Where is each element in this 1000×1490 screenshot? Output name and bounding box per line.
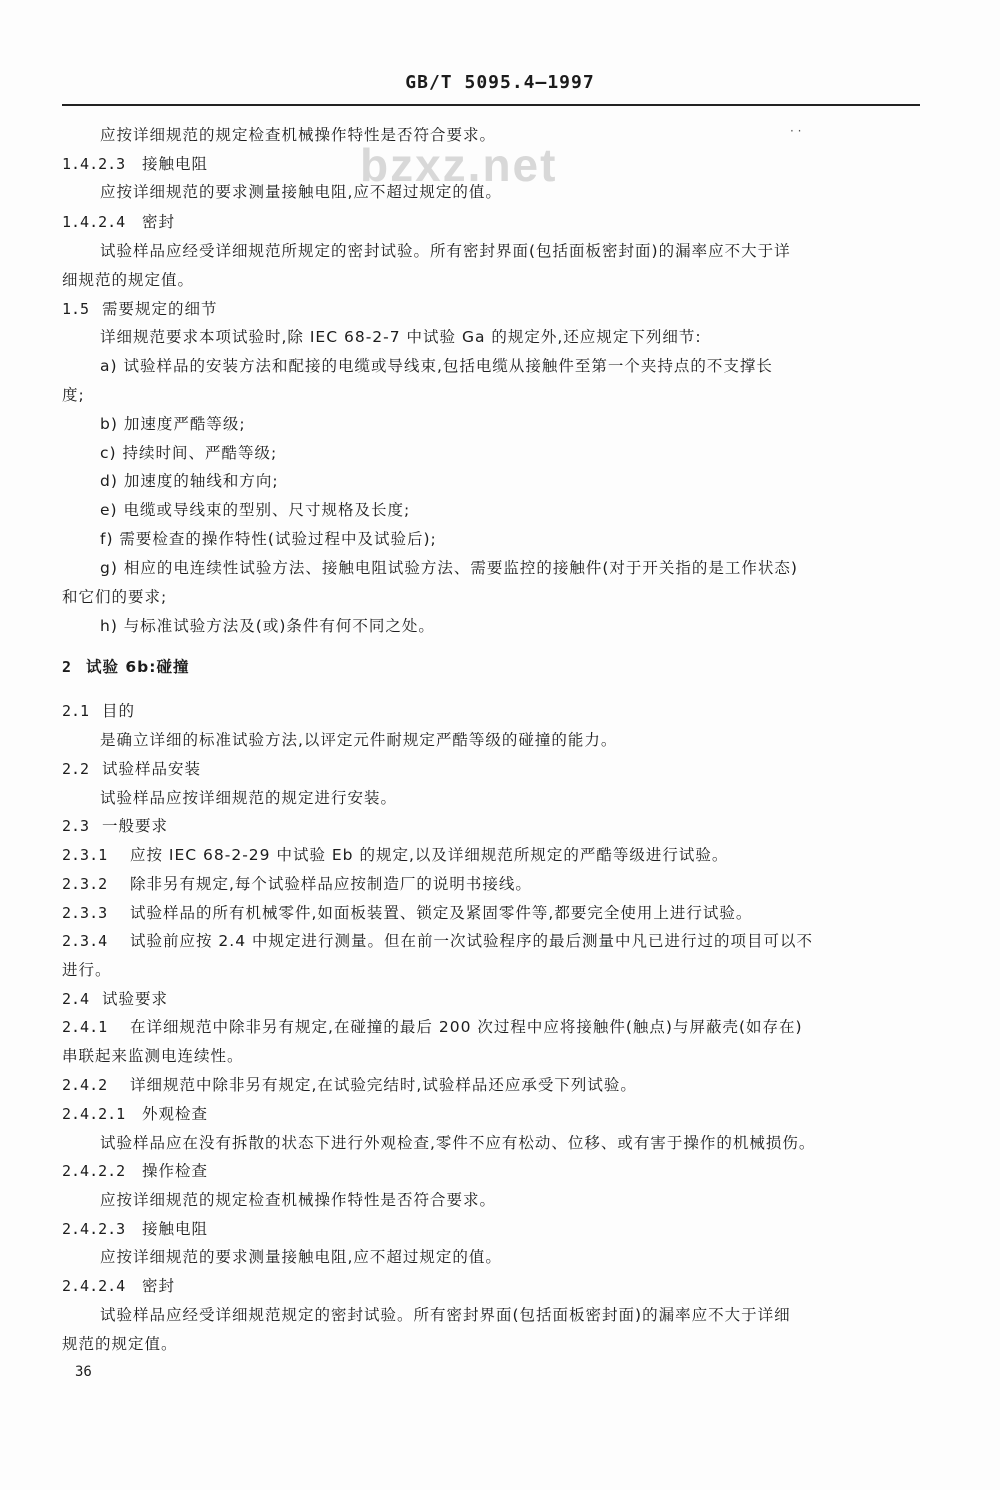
section-heading: 2.4 试验要求	[62, 990, 169, 1008]
list-item: h) 与标准试验方法及(或)条件有何不同之处。	[100, 617, 435, 635]
text-line: 应按详细规范的要求测量接触电阻,应不超过规定的值。	[100, 183, 502, 201]
text-line: 应按详细规范的规定检查机械操作特性是否符合要求。	[100, 1191, 497, 1209]
page-number: 36	[75, 1364, 92, 1380]
section-heading: 1.5 需要规定的细节	[62, 300, 218, 318]
list-item: f) 需要检查的操作特性(试验过程中及试验后);	[100, 530, 437, 548]
section-heading: 2.4.2.4 密封	[62, 1277, 176, 1295]
section-heading: 2.3 一般要求	[62, 817, 169, 835]
section-heading: 2.4.2.2 操作检查	[62, 1162, 209, 1180]
list-item: b) 加速度严酷等级;	[100, 415, 246, 433]
list-item: a) 试验样品的安装方法和配接的电缆或导线束,包括电缆从接触件至第一个夹持点的不支撑长	[100, 357, 773, 375]
watermark: bzxz.net	[360, 139, 558, 191]
text-line: 规范的规定值。	[62, 1335, 178, 1353]
text-line: 进行。	[62, 961, 112, 979]
text-line: 度;	[62, 386, 85, 404]
text-line: 试验样品应按详细规范的规定进行安装。	[100, 789, 398, 807]
text-line: 串联起来监测电连续性。	[62, 1047, 244, 1065]
list-item: e) 电缆或导线束的型别、尺寸规格及长度;	[100, 501, 411, 519]
chapter-heading: 2 试验 6b:碰撞	[62, 658, 190, 676]
text-line: 和它们的要求;	[62, 588, 168, 606]
text-line: 试验样品应经受详细规范规定的密封试验。所有密封界面(包括面板密封面)的漏率应不大于详细	[100, 1306, 791, 1324]
clause: 2.4.1 在详细规范中除非另有规定,在碰撞的最后 200 次过程中应将接触件(触点)与屏蔽壳(如存在)	[62, 1018, 803, 1036]
clause: 2.3.1 应按 IEC 68-2-29 中试验 Eb 的规定,以及详细规范所规定的严酷等级进行试验。	[62, 846, 729, 864]
header-rule	[62, 104, 920, 106]
text-line: 试验样品应在没有拆散的状态下进行外观检查,零件不应有松动、位移、或有害于操作的机械损伤。	[100, 1134, 816, 1152]
text-line: 应按详细规范的要求测量接触电阻,应不超过规定的值。	[100, 1248, 502, 1266]
clause: 2.3.2 除非另有规定,每个试验样品应按制造厂的说明书接线。	[62, 875, 532, 893]
clause: 2.3.4 试验前应按 2.4 中规定进行测量。但在前一次试验程序的最后测量中凡已进行过的项目可以不	[62, 932, 814, 950]
standard-header: GB/T 5095.4—1997	[405, 72, 595, 93]
text-line: 详细规范要求本项试验时,除 IEC 68-2-7 中试验 Ga 的规定外,还应规定下列细节:	[100, 328, 702, 346]
text-line: 细规范的规定值。	[62, 271, 195, 289]
text-line: 是确立详细的标准试验方法,以评定元件耐规定严酷等级的碰撞的能力。	[100, 731, 618, 749]
list-item: c) 持续时间、严酷等级;	[100, 444, 278, 462]
section-heading: 2.1 目的	[62, 702, 136, 720]
list-item: d) 加速度的轴线和方向;	[100, 472, 279, 490]
scan-speck: · ·	[790, 124, 802, 138]
section-heading: 2.4.2.1 外观检查	[62, 1105, 209, 1123]
text-line: 应按详细规范的规定检查机械操作特性是否符合要求。	[100, 126, 497, 144]
section-heading: 2.4.2.3 接触电阻	[62, 1220, 209, 1238]
section-heading: 2.2 试验样品安装	[62, 760, 202, 778]
section-heading: 1.4.2.3 接触电阻	[62, 155, 209, 173]
clause: 2.4.2 详细规范中除非另有规定,在试验完结时,试验样品还应承受下列试验。	[62, 1076, 637, 1094]
clause: 2.3.3 试验样品的所有机械零件,如面板装置、锁定及紧固零件等,都要完全使用上进行试验。	[62, 904, 753, 922]
list-item: g) 相应的电连续性试验方法、接触电阻试验方法、需要监控的接触件(对于开关指的是工作状态)	[100, 559, 798, 577]
section-heading: 1.4.2.4 密封	[62, 213, 176, 231]
text-line: 试验样品应经受详细规范所规定的密封试验。所有密封界面(包括面板密封面)的漏率应不大于详	[100, 242, 791, 260]
